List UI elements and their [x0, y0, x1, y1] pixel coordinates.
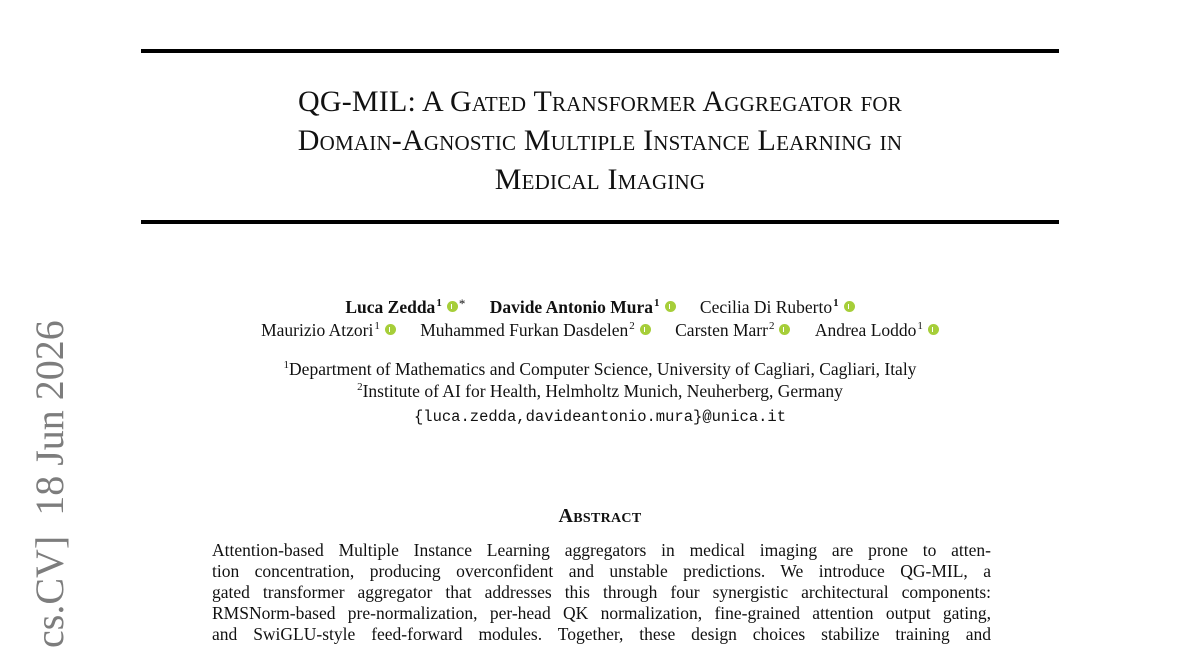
abstract-line: tion concentration, producing overconfident and unstable predictions. We introduce QG-MIL, a — [212, 561, 991, 581]
abstract-line: RMSNorm-based pre-normalization, per-head QK normalization, fine-grained attention output gating, — [212, 603, 991, 623]
author-andrea-loddo: Andrea Loddo$^1$ — [815, 315, 939, 342]
abstract-line: Attention-based Multiple Instance Learning aggregators in medical imaging are prone to atten- — [212, 540, 991, 560]
orcid-icon[interactable] — [385, 324, 396, 335]
orcid-icon[interactable] — [665, 301, 676, 312]
author-luca-zedda: Luca Zedda$^1$ * — [345, 296, 466, 317]
abstract-heading: Abstract — [558, 505, 642, 527]
title-bottom-rule — [141, 220, 1059, 224]
author-carsten-marr: Carsten Marr$^2$ — [675, 315, 790, 342]
title-line-1: QG-MIL: A Gated Transformer Aggregator for — [297, 85, 903, 118]
title-line-2: Domain-Agnostic Multiple Instance Learning in — [297, 124, 903, 157]
title-line-3: Medical Imaging — [494, 163, 706, 196]
abstract-line: and SwiGLU-style feed-forward modules. Together, these design choices stabilize training and — [212, 624, 991, 644]
author-muhammed-furkan-dasdelen: Muhammed Furkan Dasdelen$^2$ — [420, 315, 651, 342]
orcid-icon[interactable] — [779, 324, 790, 335]
contact-email[interactable]: {luca.zedda,davideantonio.mura}@unica.it — [413, 408, 787, 426]
orcid-icon[interactable] — [640, 324, 651, 335]
author-maurizio-atzori: Maurizio Atzori$^1$ — [261, 315, 396, 342]
author-cecilia-di-ruberto: Cecilia Di Ruberto$^1$ — [700, 292, 855, 319]
author-line-2 — [141, 315, 1059, 342]
orcid-icon[interactable] — [928, 324, 939, 335]
title-top-rule — [141, 49, 1059, 53]
affiliation-2: $^2$Institute of AI for Health, Helmholtz Munich, Neuherberg, Germany — [357, 381, 843, 401]
author-davide-antonio-mura: Davide Antonio Mura$^1$ — [490, 292, 676, 319]
affiliation-1: $^1$Department of Mathematics and Computer Science, University of Cagliari, Cagliari, Italy — [283, 359, 917, 379]
paper-title — [141, 82, 1059, 199]
orcid-icon[interactable] — [447, 301, 458, 312]
abstract-line: gated transformer aggregator that addresses this through four synergistic architectural components: — [212, 582, 991, 602]
arxiv-side-stamp: cs.CV] 18 Jun 2026 — [27, 320, 72, 648]
orcid-icon[interactable] — [844, 301, 855, 312]
abstract-body — [212, 540, 991, 645]
